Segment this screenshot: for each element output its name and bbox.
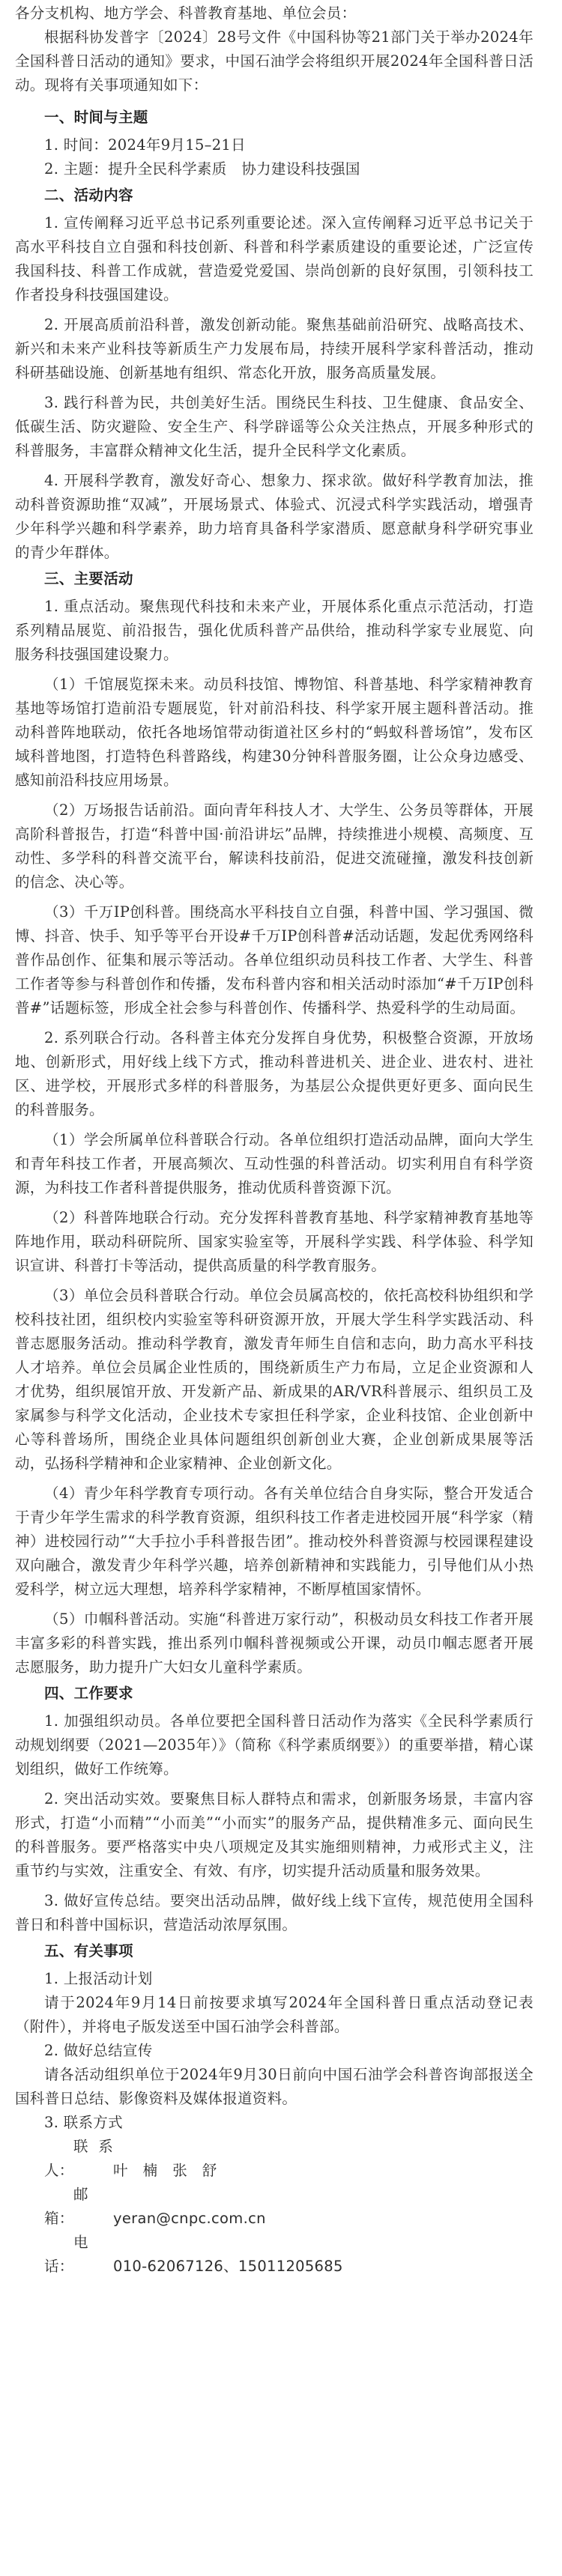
section-paragraph: 2. 做好总结宣传 (44, 2042, 153, 2059)
section-heading-content: 二、活动内容 (44, 187, 133, 204)
contact-phone-value: 010-62067126、15011205685 (113, 2258, 343, 2275)
contact-phone-line (15, 2231, 534, 2279)
section-paragraph: 2. 突出活动实效。要聚焦目标人群特点和需求，创新服务场景，丰富内容形式，打造“小而精”“小而美”“小而实”的服务产品，提供精准多元、面向民生的科普服务。要严格落实中央八项规定及其实施细则精神，力戒形式主义，注重节约与实效，注重安全、有效、有序，切实提升活动质量和服务效果。 (15, 1790, 534, 1879)
section-paragraph: 1. 加强组织动员。各单位要把全国科普日活动作为落实《全民科学素质行动规划纲要（2021—2035年）》（简称《科学素质纲要》）的重要举措，精心谋划组织，做好工作统筹。 (15, 1712, 534, 1778)
section-paragraph: 3. 联系方式 (44, 2114, 123, 2131)
contact-phone-label: 电 话： (44, 2234, 118, 2275)
section-paragraph: （3）单位会员科普联合行动。单位会员属高校的，依托高校科协组织和学校科技社团，组织校内实验室等科研资源开放，开展大学生科学实践活动、科普志愿服务活动。推动科学教育，激发青年师生自信和志向，助力高水平科技人才培养。单位会员属企业性质的，围绕新质生产力布局，立足企业资源和人才优势，组织展馆开放、开发新产品、新成果的AR/VR科普展示、组织员工及家属参与科学文化活动，企业技术专家担任科学家，企业科技馆、企业创新中心等科普场所，围绕企业具体问题组织创新创业大赛，企业创新成果展等活动，弘扬科学精神和企业家精神、企业创新文化。 (15, 1287, 534, 1472)
section-heading-matters: 五、有关事项 (44, 1942, 133, 1960)
section-paragraph: 2. 系列联合行动。各科普主体充分发挥自身优势，积极整合资源，开放场地、创新形式，用好线上线下方式，推动科普进机关、进企业、进农村、进社区、进学校，开展形式多样的科普服务，为基层公众提供更好更多、面向民生的科普服务。 (15, 1029, 534, 1118)
contact-person-line (15, 2135, 534, 2183)
contact-person-label: 联 系 人： (44, 2138, 113, 2179)
contact-email-line (15, 2183, 534, 2231)
section-paragraph: 2. 主题：提升全民科学素质 协力建设科技强国 (44, 160, 360, 178)
contact-block (15, 2135, 534, 2279)
section-heading-main-activities: 三、主要活动 (44, 570, 133, 587)
contact-email-label: 邮 箱： (44, 2186, 118, 2227)
section-paragraph: 3. 做好宣传总结。要突出活动品牌，做好线上线下宣传，规范使用全国科普日和科普中国标识，营造活动浓厚氛围。 (15, 1892, 534, 1933)
section-paragraph: 1. 重点活动。聚焦现代科技和未来产业，开展体系化重点示范活动，打造系列精品展览、前沿报告，强化优质科普产品供给，推动科学家专业展览、向服务科技强国建设聚力。 (15, 598, 534, 663)
section-paragraph: （3）千万IP创科普。围绕高水平科技自立自强，科普中国、学习强国、微博、抖音、快手、知乎等平台开设#千万IP创科普#活动话题，发起优秀网络科普作品创作、征集和展示等活动。各单位组织动员科技工作者、大学生、科普工作者等参与科普创作和传播，发布科普内容和相关活动时添加“#千万IP创科普#”话题标签，形成全社会参与科普创作、传播科学、热爱科学的生动局面。 (15, 903, 534, 1016)
section-paragraph: （4）青少年科学教育专项行动。各有关单位结合自身实际，整合开发适合于青少年学生需求的科学教育资源，组织科技工作者走进校园开展“科学家（精神）进校园行动”“大手拉小手科普报告团”。推动校外科普资源与校园课程建设双向融合，激发青少年科学兴趣，培养创新精神和实践能力，引导他们从小热爱科学，树立远大理想，培养科学家精神，不断厚植国家情怀。 (15, 1485, 534, 1598)
section-paragraph: 请各活动组织单位于2024年9月30日前向中国石油学会科普咨询部报送全国科普日总结、影像资料及媒体报道资料。 (15, 2066, 534, 2107)
section-paragraph: （2）科普阵地联合行动。充分发挥科普教育基地、科学家精神教育基地等阵地作用，联动科研院所、国家实验室等，开展科学实践、科学体验、科学知识宣讲、科普打卡等活动，提供高质量的科学教育服务。 (15, 1209, 534, 1274)
section-paragraph: 请于2024年9月14日前按要求填写2024年全国科普日重点活动登记表（附件），并将电子版发送至中国石油学会科普部。 (15, 1994, 534, 2035)
contact-person-value: 叶 楠 张 舒 (113, 2162, 217, 2179)
section-paragraph: （1）学会所属单位科普联合行动。各单位组织打造活动品牌，面向大学生和青年科技工作者，开展高频次、互动性强的科普活动。切实利用自有科学资源，为科技工作者科普提供服务，推动优质科普资源下沉。 (15, 1131, 534, 1196)
section-paragraph: 3. 践行科普为民，共创美好生活。围绕民生科技、卫生健康、食品安全、低碳生活、防灾避险、安全生产、科学辟谣等公众关注热点，开展多种形式的科普服务，丰富群众精神文化生活，提升全民科学文化素质。 (15, 394, 534, 459)
section-paragraph: （2）万场报告话前沿。面向青年科技人才、大学生、公务员等群体，开展高阶科普报告，打造“科普中国·前沿讲坛”品牌，持续推进小规模、高频度、互动性、多学科的科普交流平台，解读科技前沿，促进交流碰撞，激发科技创新的信念、决心等。 (15, 801, 534, 891)
section-paragraph: 1. 时间：2024年9月15–21日 (44, 136, 246, 154)
section-paragraph: （5）巾帼科普活动。实施“科普进万家行动”，积极动员女科技工作者开展丰富多彩的科普实践，推出系列巾帼科普视频或公开课，动员巾帼志愿者开展志愿服务，助力提升广大妇女儿童科学素质。 (15, 1610, 534, 1676)
contact-email-value: yeran@cnpc.com.cn (113, 2210, 266, 2227)
intro-paragraph: 根据科协发普字〔2024〕28号文件《中国科协等21部门关于举办2024年全国科普日活动的通知》要求，中国石油学会将组织开展2024年全国科普日活动。现将有关事项通知如下： (15, 28, 534, 94)
section-paragraph: 2. 开展高质前沿科普，激发创新动能。聚焦基础前沿研究、战略高技术、新兴和未来产业科技等新质生产力发展布局，持续开展科学家科普活动，推动科研基础设施、创新基地有组织、常态化开放，服务高质量发展。 (15, 316, 534, 381)
section-heading-time-theme: 一、时间与主题 (44, 109, 148, 126)
section-paragraph: 1. 上报活动计划 (44, 1970, 153, 1987)
section-heading-requirements: 四、工作要求 (44, 1685, 133, 1702)
section-paragraph: 1. 宣传阐释习近平总书记系列重要论述。深入宣传阐释习近平总书记关于高水平科技自立自强和科技创新、科普和科学素质建设的重要论述，广泛宣传我国科技、科普工作成就，营造爱党爱国、崇尚创新的良好氛围，引领科技工作者投身科技强国建设。 (15, 214, 534, 303)
recipients-line: 各分支机构、地方学会、科普教育基地、单位会员： (15, 4, 357, 22)
section-paragraph: （1）千馆展览探未来。动员科技馆、博物馆、科普基地、科学家精神教育基地等场馆打造前沿专题展览，针对前沿科技、科学家开展主题科普活动。推动科普阵地联动，依托各地场馆带动街道社区乡村的“蚂蚁科普场馆”，发布区域科普地图，打造特色科普路线，构建30分钟科普服务圈，让公众身边感受、感知前沿科技应用场景。 (15, 676, 534, 789)
section-paragraph: 4. 开展科学教育，激发好奇心、想象力、探求欲。做好科学教育加法，推动科普资源助推“双减”，开展场景式、体验式、沉浸式科学实践活动，增强青少年科学兴趣和科学素养，助力培育具备科学家潜质、愿意献身科学研究事业的青少年群体。 (15, 472, 534, 561)
